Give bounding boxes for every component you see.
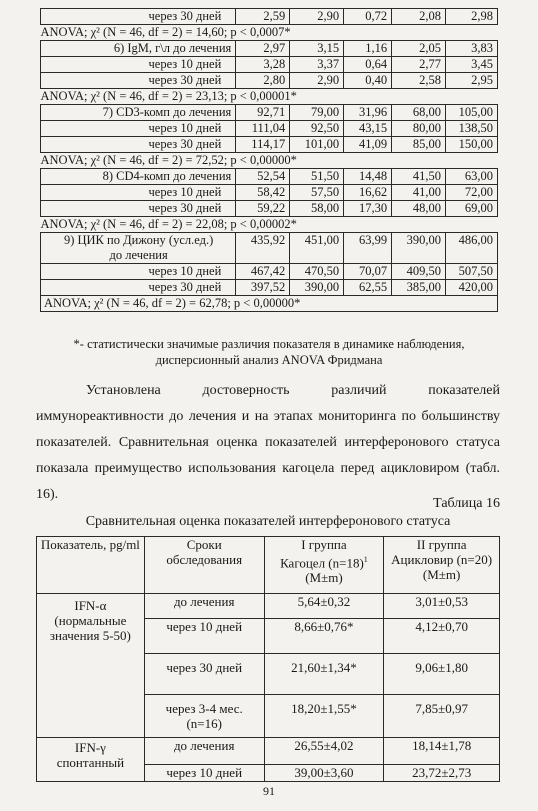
value-cell: 58,42 (236, 185, 290, 201)
anova-row (41, 296, 498, 312)
group2-value: 23,72±2,73 (384, 765, 500, 782)
row-label: через 30 дней (41, 73, 236, 89)
value-cell: 451,00 (290, 233, 344, 264)
value-cell: 486,00 (446, 233, 498, 264)
row-label: через 10 дней (41, 264, 236, 280)
value-cell: 1,16 (344, 41, 392, 57)
value-cell: 111,04 (236, 121, 290, 137)
value-cell: 101,00 (290, 137, 344, 153)
body-paragraph (36, 378, 500, 508)
value-cell: 17,30 (344, 201, 392, 217)
value-cell: 3,15 (290, 41, 344, 57)
period-cell: через 10 дней (144, 619, 264, 654)
value-cell: 3,83 (446, 41, 498, 57)
row-label: через 30 дней (41, 9, 236, 25)
value-cell: 63,00 (446, 169, 498, 185)
row-label: 6) IgM, г\л до лечения (41, 41, 236, 57)
value-cell: 138,50 (446, 121, 498, 137)
group2-value: 3,01±0,53 (384, 594, 500, 619)
group2-value: 18,14±1,78 (384, 738, 500, 765)
value-cell: 3,28 (236, 57, 290, 73)
row-label: через 30 дней (41, 280, 236, 296)
value-cell: 3,37 (290, 57, 344, 73)
footnote-line: *- статистически значимые различия показателя в динамике наблюдения, (73, 337, 465, 351)
value-cell: 420,00 (446, 280, 498, 296)
value-cell: 114,17 (236, 137, 290, 153)
anova-text: ANOVA; χ² (N = 46, df = 2) = 23,13; p < 0,00001* (41, 89, 498, 105)
value-cell: 41,00 (392, 185, 446, 201)
value-cell: 2,95 (446, 73, 498, 89)
value-cell: 470,50 (290, 264, 344, 280)
table-row (41, 137, 498, 153)
row-label: через 10 дней (41, 185, 236, 201)
anova-row (41, 25, 498, 41)
row-label: через 10 дней (41, 57, 236, 73)
group2-value: 9,06±1,80 (384, 654, 500, 695)
value-cell: 69,00 (446, 201, 498, 217)
table-row (41, 73, 498, 89)
value-cell: 397,52 (236, 280, 290, 296)
value-cell: 0,64 (344, 57, 392, 73)
value-cell: 41,09 (344, 137, 392, 153)
group1-value: 8,66±0,76* (264, 619, 384, 654)
value-cell: 79,00 (290, 105, 344, 121)
value-cell: 435,92 (236, 233, 290, 264)
table-header-row (37, 537, 500, 594)
table-row (41, 169, 498, 185)
value-cell: 0,72 (344, 9, 392, 25)
value-cell: 68,00 (392, 105, 446, 121)
anova-row (41, 217, 498, 233)
value-cell: 390,00 (290, 280, 344, 296)
value-cell: 58,00 (290, 201, 344, 217)
table-row (41, 9, 498, 25)
group1-value: 39,00±3,60 (264, 765, 384, 782)
row-label: через 30 дней (41, 137, 236, 153)
table-row (41, 105, 498, 121)
header-group1: I группа Кагоцел (n=18)$^1$ (M±m) (264, 537, 384, 594)
anova-row (41, 153, 498, 169)
period-cell: через 10 дней (144, 765, 264, 782)
value-cell: 51,50 (290, 169, 344, 185)
table-title: Сравнительная оценка показателей интерферонового статуса (85, 514, 451, 529)
header-indicator: Показатель, pg/ml (37, 537, 145, 594)
value-cell: 2,77 (392, 57, 446, 73)
table-row (41, 264, 498, 280)
group2-value: 4,12±0,70 (384, 619, 500, 654)
value-cell: 80,00 (392, 121, 446, 137)
table-row (41, 41, 498, 57)
anova-text: ANOVA; χ² (N = 46, df = 2) = 62,78; p < 0,00000* (41, 296, 498, 312)
period-cell: до лечения (144, 738, 264, 765)
period-cell: до лечения (144, 594, 264, 619)
value-cell: 390,00 (392, 233, 446, 264)
table-row (41, 185, 498, 201)
table-footnote (40, 336, 498, 368)
value-cell: 63,99 (344, 233, 392, 264)
anova-text: ANOVA; χ² (N = 46, df = 2) = 22,08; p < 0,00002* (41, 217, 498, 233)
value-cell: 16,62 (344, 185, 392, 201)
footnote-line: дисперсионный анализ ANOVA Фридмана (155, 353, 383, 367)
header-period: Сроки обследования (144, 537, 264, 594)
anova-text: ANOVA; χ² (N = 46, df = 2) = 14,60; p < 0,0007* (41, 25, 498, 41)
table-row (41, 201, 498, 217)
group1-value: 26,55±4,02 (264, 738, 384, 765)
row-label: 7) CD3-комп до лечения (41, 105, 236, 121)
value-cell: 70,07 (344, 264, 392, 280)
table-row (37, 738, 500, 765)
paragraph-text: Установлена достоверность различий показателей иммунореактивности до лечения и на этапах мониторинга по большинству показателей. Сравнительная оценка показателей интерферонового статуса показала преимущество использования кагоцела перед ацикловиром (табл. 16). (36, 383, 500, 502)
table-row (41, 57, 498, 73)
table-number: Таблица 16 (433, 496, 500, 511)
immunoreactivity-table (40, 8, 498, 312)
row-label: через 10 дней (41, 121, 236, 137)
row-label: 8) CD4-комп до лечения (41, 169, 236, 185)
value-cell: 105,00 (446, 105, 498, 121)
value-cell: 2,58 (392, 73, 446, 89)
value-cell: 409,50 (392, 264, 446, 280)
value-cell: 467,42 (236, 264, 290, 280)
value-cell: 2,90 (290, 73, 344, 89)
value-cell: 14,48 (344, 169, 392, 185)
value-cell: 2,08 (392, 9, 446, 25)
value-cell: 0,40 (344, 73, 392, 89)
group2-value: 7,85±0,97 (384, 695, 500, 738)
value-cell: 150,00 (446, 137, 498, 153)
value-cell: 3,45 (446, 57, 498, 73)
value-cell: 385,00 (392, 280, 446, 296)
value-cell: 48,00 (392, 201, 446, 217)
value-cell: 2,98 (446, 9, 498, 25)
footnote-marker: 1 (363, 555, 368, 564)
anova-text: ANOVA; χ² (N = 46, df = 2) = 72,52; p < 0,00000* (41, 153, 498, 169)
anova-row (41, 89, 498, 105)
value-cell: 57,50 (290, 185, 344, 201)
indicator-ifn-gamma: IFN-γ спонтанный (37, 738, 145, 782)
value-cell: 507,50 (446, 264, 498, 280)
table-row (41, 121, 498, 137)
value-cell: 41,50 (392, 169, 446, 185)
page-number: 91 (263, 784, 275, 798)
value-cell: 2,90 (290, 9, 344, 25)
value-cell: 2,05 (392, 41, 446, 57)
group1-value: 5,64±0,32 (264, 594, 384, 619)
value-cell: 72,00 (446, 185, 498, 201)
value-cell: 92,50 (290, 121, 344, 137)
table-row (41, 233, 498, 264)
value-cell: 59,22 (236, 201, 290, 217)
value-cell: 85,00 (392, 137, 446, 153)
value-cell: 52,54 (236, 169, 290, 185)
group1-value: 18,20±1,55* (264, 695, 384, 738)
period-cell: через 3-4 мес. (n=16) (144, 695, 264, 738)
value-cell: 2,59 (236, 9, 290, 25)
value-cell: 31,96 (344, 105, 392, 121)
indicator-ifn-alpha: IFN-α (нормальные значения 5-50) (37, 594, 145, 738)
group1-value: 21,60±1,34* (264, 654, 384, 695)
period-cell: через 30 дней (144, 654, 264, 695)
header-group2: II группа Ацикловир (n=20) (M±m) (384, 537, 500, 594)
value-cell: 2,97 (236, 41, 290, 57)
value-cell: 2,80 (236, 73, 290, 89)
row-label: через 30 дней (41, 201, 236, 217)
row-label: 9) ЦИК по Дижону (усл.ед.) до лечения (41, 233, 236, 264)
interferon-table (36, 536, 500, 782)
value-cell: 92,71 (236, 105, 290, 121)
table-row (41, 280, 498, 296)
value-cell: 43,15 (344, 121, 392, 137)
value-cell: 62,55 (344, 280, 392, 296)
table-row (37, 594, 500, 619)
